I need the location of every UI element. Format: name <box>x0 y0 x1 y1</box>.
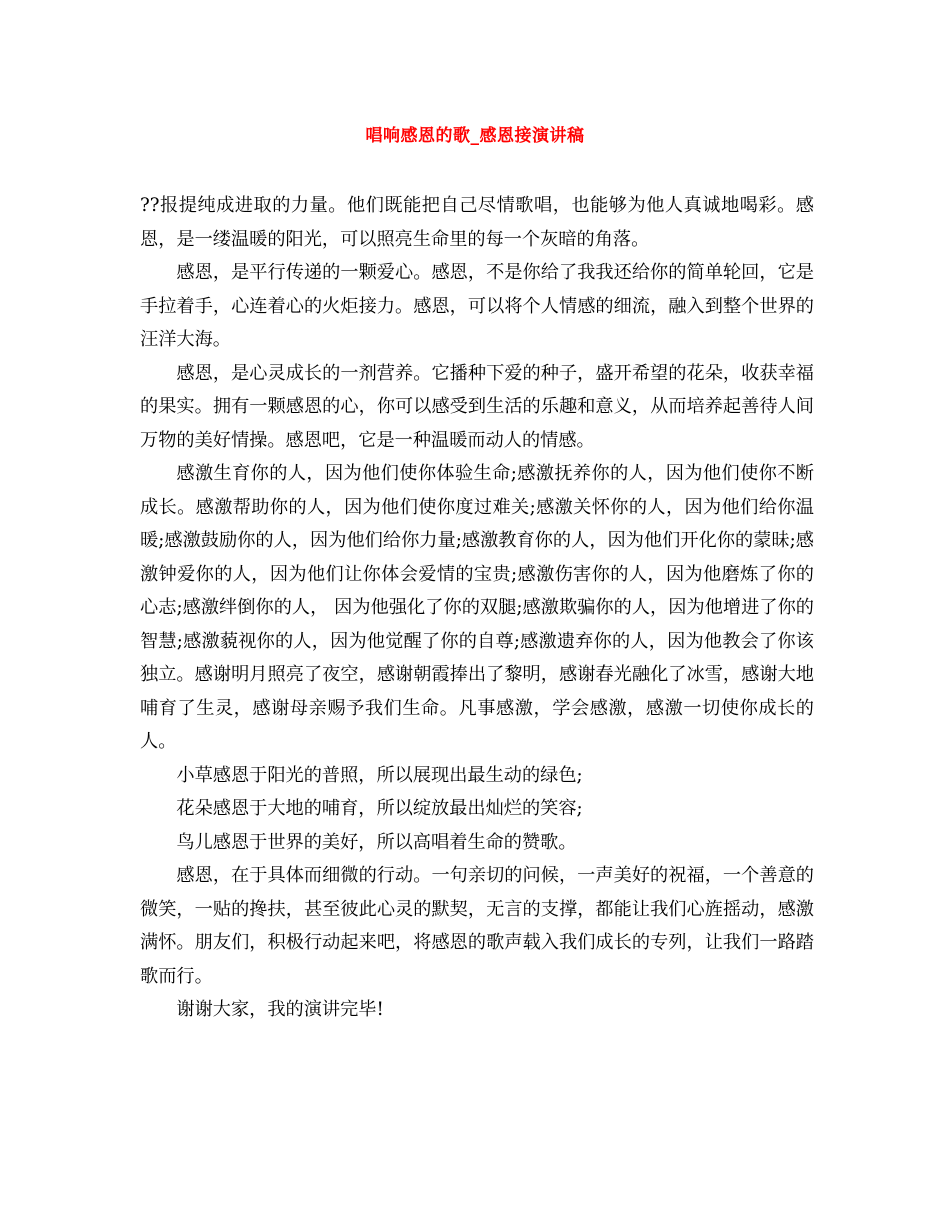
paragraph-3: 感恩，是心灵成长的一剂营养。它播种下爱的种子，盛开希望的花朵，收获幸福的果实。拥有一颗感恩的心，你可以感受到生活的乐趣和意义，从而培养起善待人间万物的美好情操。感恩吧，它是一种温暖而动人的情感。 <box>140 362 814 451</box>
document-body <box>140 189 814 1027</box>
paragraph-9: 谢谢大家，我的演讲完毕! <box>176 999 384 1020</box>
paragraph-7: 鸟儿感恩于世界的美好，所以高唱着生命的赞歌。 <box>176 831 577 853</box>
paragraph-4: 感激生育你的人，因为他们使你体验生命;感激抚养你的人，因为他们使你不断成长。感激帮助你的人，因为他们使你度过难关;感激关怀你的人，因为他们给你温暖;感激鼓励你的人，因为他们给你力量;感激教育你的人，因为他们开化你的蒙昧;感激钟爱你的人，因为他们让你体会爱情的宝贵;感激伤害你的人，因为他磨炼了你的心志;感激绊倒你的人， 因为他强化了你的双腿;感激欺骗你的人，因为他增进了你的智慧;感激藐视你的人，因为他觉醒了你的自尊;感激遗弃你的人，因为他教会了你该独立。感谢明月照亮了夜空，感谢朝霞捧出了黎明，感谢春光融化了冰雪，感谢大地哺育了生灵，感谢母亲赐予我们生命。凡事感激，学会感激，感激一切使你成长的人。 <box>140 463 814 752</box>
paragraph-8: 感恩，在于具体而细微的行动。一句亲切的问候，一声美好的祝福，一个善意的微笑，一贴的搀扶，甚至彼此心灵的默契，无言的支撑，都能让我们心旌摇动，感激满怀。朋友们，积极行动起来吧，将感恩的歌声载入我们成长的专列，让我们一路踏歌而行。 <box>140 865 814 987</box>
document-title: 唱响感恩的歌_感恩接演讲稿 <box>365 126 585 146</box>
paragraph-2: 感恩，是平行传递的一颗爱心。感恩，不是你给了我我还给你的简单轮回，它是手拉着手，心连着心的火炬接力。感恩，可以将个人情感的细流，融入到整个世界的汪洋大海。 <box>140 262 814 350</box>
paragraph-5: 小草感恩于阳光的普照，所以展现出最生动的绿色; <box>176 764 583 786</box>
paragraph-1: ??报提纯成进取的力量。他们既能把自己尽情歌唱，也能够为他人真诚地喝彩。感恩，是一缕温暖的阳光，可以照亮生命里的每一个灰暗的角落。 <box>140 195 814 250</box>
paragraph-6: 花朵感恩于大地的哺育，所以绽放最出灿烂的笑容; <box>176 798 583 819</box>
